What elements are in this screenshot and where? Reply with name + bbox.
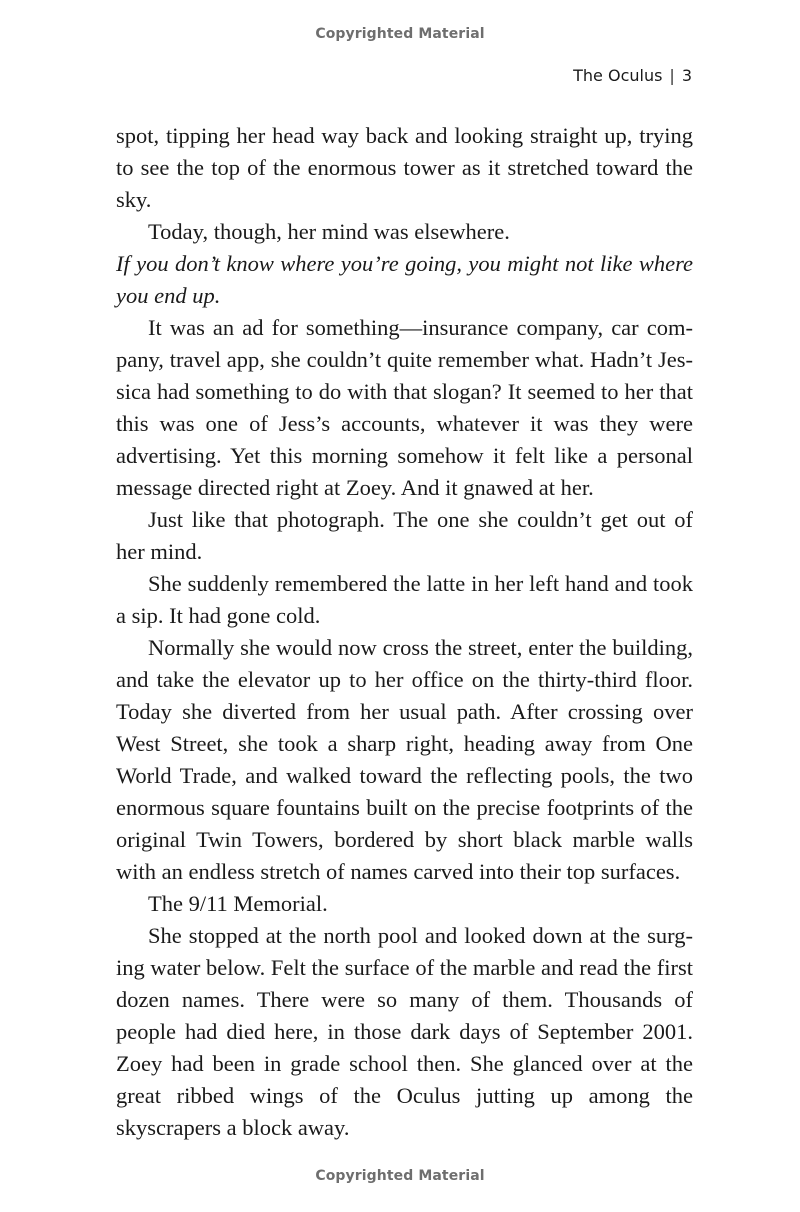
paragraph: Just like that photograph. The one she couldn’t get out of her mind. bbox=[116, 507, 693, 564]
chapter-title: The Oculus bbox=[573, 66, 663, 85]
paragraph: Normally she would now cross the street, enter the building, and take the elevator up to her office on the thirty-third floor. Today she diverted from her usual path. After crossing over West Street, she took a sharp right, heading away from One World Trade, and walked toward the reflecting pools, the two enormous square fountains built on the precise footprints of the original Twin Towers, bordered by short black marble walls with an endless stretch of names carved into their top surfaces. bbox=[116, 635, 693, 884]
paragraph: She stopped at the north pool and looked down at the surging water below. Felt the surface of the marble and read the first dozen names. There were so many of them. Thousands of people had died here, in those dark days of September 2001. Zoey had been in grade school then. She glanced over at the great ribbed wings of the Oculus jutting up among the skyscrapers a block away. bbox=[116, 923, 693, 1140]
paragraph: It was an ad for something—insurance company, car company, travel app, she couldn’t quite remember what. Hadn’t Jessica had something to do with that slogan? It seemed to her that this was one of Jess’s accounts, whatever it was they were advertising. Yet this morning somehow it felt like a personal message directed right at Zoey. And it gnawed at her. bbox=[116, 315, 693, 500]
copyright-watermark-top: Copyrighted Material bbox=[315, 26, 485, 42]
page-number: 3 bbox=[681, 66, 692, 85]
page-body bbox=[116, 120, 693, 1144]
paragraph: The 9/11 Memorial. bbox=[148, 891, 328, 916]
copyright-watermark-bottom: Copyrighted Material bbox=[315, 1168, 485, 1184]
paragraph: She suddenly remembered the latte in her left hand and took a sip. It had gone cold. bbox=[116, 571, 693, 628]
paragraph-slogan: If you don’t know where you’re going, you might not like where you end up. bbox=[116, 251, 693, 308]
paragraph-continued: spot, tipping her head way back and looking straight up, trying to see the top of the enormous tower as it stretched toward the sky. bbox=[116, 123, 693, 212]
paragraph: Today, though, her mind was elsewhere. bbox=[148, 219, 510, 244]
running-head bbox=[573, 66, 692, 85]
running-head-separator: | bbox=[669, 66, 675, 85]
